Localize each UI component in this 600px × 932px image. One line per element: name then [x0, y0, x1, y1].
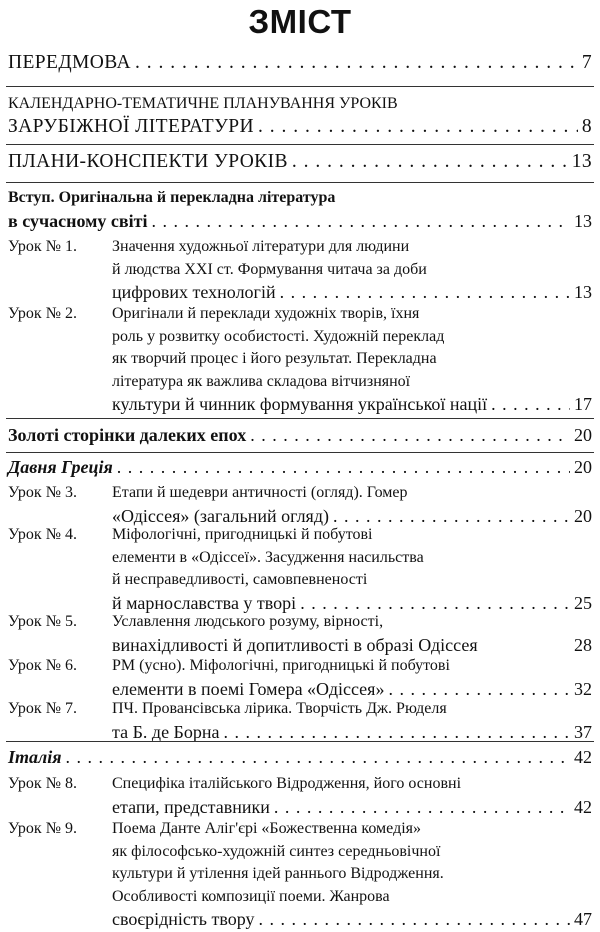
toc-entry-lesson-8[interactable]: Урок № 8. Специфіка італійського Відродження, його основні етапи, представники . . . 42	[8, 773, 592, 818]
toc-entry-lesson-4[interactable]: Урок № 4. Міфологічні, пригодницькі й побутові елементи в «Одіссеї». Засудження насильства й несправедливості, самовпевненості й марнославства у творі . . . 25	[8, 524, 592, 614]
page-number: 37	[574, 721, 592, 742]
toc-entry-italy[interactable]: Італія . . . 42	[8, 746, 592, 769]
lesson-label: Урок № 4.	[8, 526, 77, 543]
divider	[6, 452, 594, 453]
toc-entry-lesson-9[interactable]: Урок № 9. Поема Данте Аліг'єрі «Божественна комедія» як філософсько-художній синтез середньовічної культури й утілення ідей раннього Відродження. Особливості композиції поеми. Жанрова своєрідність твору . . . 47	[8, 818, 592, 931]
toc-entry-lesson-6[interactable]: Урок № 6. РМ (усно). Міфологічні, пригодницькі й побутові елементи в поемі Гомера «Одіссея» . . . 32	[8, 655, 592, 700]
toc-entry-lesson-plans[interactable]: ПЛАНИ-КОНСПЕКТИ УРОКІВ . . . 13	[8, 151, 592, 174]
toc-entry-introduction[interactable]: Вступ. Оригінальна й перекладна література в сучасному світі . . . 13	[8, 187, 592, 232]
page-number: 42	[574, 747, 592, 767]
page-number: 20	[574, 425, 592, 445]
lesson-label: Урок № 5.	[8, 613, 77, 630]
page-number: 13	[574, 282, 592, 302]
toc-entry-lesson-5[interactable]: Урок № 5. Уславлення людського розуму, вірності, винахідливості й допитливості в образі Одіссея 28	[8, 613, 592, 655]
lesson-label: Урок № 2.	[8, 305, 77, 322]
page-number: 13	[571, 151, 592, 172]
toc-entry-preface[interactable]: ПЕРЕДМОВА . . . 7	[8, 52, 592, 75]
divider	[6, 182, 594, 183]
lesson-label: Урок № 8.	[8, 775, 77, 792]
lesson-label: Урок № 1.	[8, 238, 77, 255]
page-number: 28	[574, 634, 592, 655]
page-title: ЗМІСТ	[248, 3, 352, 40]
lesson-label: Урок № 6.	[8, 657, 77, 674]
toc-entry-calendar-plan[interactable]: КАЛЕНДАРНО-ТЕМАТИЧНЕ ПЛАНУВАННЯ УРОКІВ ЗАРУБІЖНОЇ ЛІТЕРАТУРИ . . . 8	[8, 93, 592, 138]
toc-entry-lesson-2[interactable]: Урок № 2. Оригінали й переклади художніх творів, їхня роль у розвитку особистості. Художній переклад як творчий процес і його результат. Перекладна література як важлива складова вітчизняної культури й чинник формування української нації . . . 17	[8, 303, 592, 416]
divider	[6, 418, 594, 419]
divider	[6, 86, 594, 87]
page-number: 47	[574, 909, 592, 929]
page-number: 17	[574, 394, 592, 414]
divider	[6, 741, 594, 742]
divider	[6, 144, 594, 145]
toc-entry-golden-pages[interactable]: Золоті сторінки далеких епох . . . 20	[8, 424, 592, 447]
lesson-label: Урок № 7.	[8, 700, 77, 717]
lesson-label: Урок № 3.	[8, 484, 77, 501]
toc-entry-lesson-3[interactable]: Урок № 3. Етапи й шедеври античності (огляд). Гомер «Одіссея» (загальний огляд) . . . 20	[8, 482, 592, 527]
page-number: 20	[574, 457, 592, 477]
toc-entry-ancient-greece[interactable]: Давня Греція . . . 20	[8, 456, 592, 479]
page-number: 13	[574, 210, 592, 231]
lesson-label: Урок № 9.	[8, 820, 77, 837]
page-number: 7	[581, 52, 592, 73]
toc-entry-lesson-1[interactable]: Урок № 1. Значення художньої літератури для людини й людства XXI ст. Формування читача за доби цифрових технологій . . . 13	[8, 236, 592, 304]
page-number: 20	[574, 505, 592, 526]
page-number: 8	[581, 115, 592, 137]
page-number: 25	[574, 592, 592, 613]
page-number: 32	[574, 678, 592, 699]
page-number: 42	[574, 796, 592, 817]
toc-entry-lesson-7[interactable]: Урок № 7. ПЧ. Провансівська лірика. Творчість Дж. Рюделя та Б. де Борна . . . 37	[8, 698, 592, 743]
